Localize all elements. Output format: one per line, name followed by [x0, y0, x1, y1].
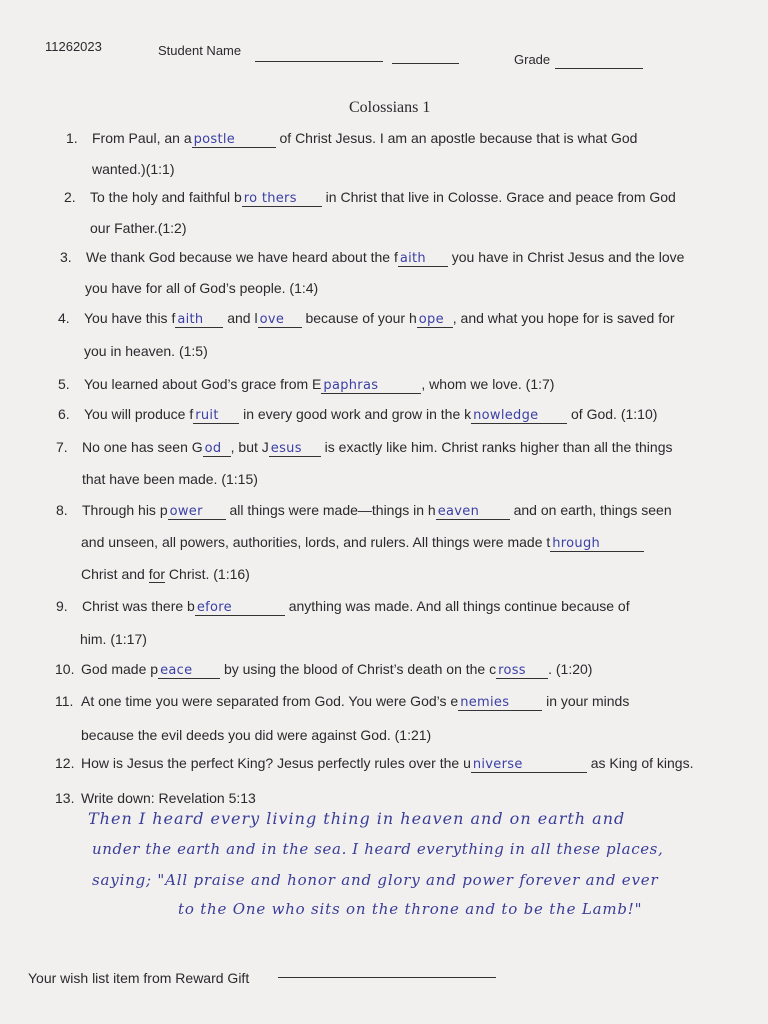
- question-1-cont: wanted.)(1:1): [92, 161, 175, 177]
- wish-list-line[interactable]: [278, 965, 496, 978]
- question-7: 7. No one has seen G od , but J esus is exactly like him. Christ ranks higher than all the things: [56, 439, 673, 456]
- handwritten-line-4: to the One who sits on the throne and to be the Lamb!": [178, 900, 643, 918]
- question-13: 13. Write down: Revelation 5:13: [55, 790, 256, 806]
- answer-blank[interactable]: aith: [398, 252, 448, 267]
- question-7-cont: that have been made. (1:15): [82, 471, 258, 487]
- answer-blank[interactable]: ruit: [193, 409, 239, 424]
- question-8: 8. Through his p ower all things were made—things in h eaven and on earth, things seen: [56, 502, 672, 519]
- answer-blank[interactable]: aith: [175, 313, 223, 328]
- question-8-cont: and unseen, all powers, authorities, lords, and rulers. All things were made t hrough: [81, 533, 644, 552]
- answer-blank[interactable]: ro thers: [242, 192, 322, 207]
- wish-list-label: Your wish list item from Reward Gift: [28, 970, 250, 986]
- handwritten-line-1: Then I heard every living thing in heaven and on earth and: [88, 809, 626, 828]
- question-8-cont2: Christ and for Christ. (1:16): [81, 566, 250, 582]
- answer-blank[interactable]: eace: [158, 664, 220, 679]
- answer-blank[interactable]: nowledge: [471, 409, 567, 424]
- handwritten-line-2: under the earth and in the sea. I heard everything in all these places,: [92, 840, 664, 858]
- answer-blank[interactable]: postle: [192, 133, 276, 148]
- question-11: 11. At one time you were separated from God. You were God’s e nemies in your minds: [55, 693, 630, 710]
- page-title: Colossians 1: [349, 99, 431, 116]
- question-11-cont: because the evil deeds you did were against God. (1:21): [81, 727, 432, 743]
- question-10: 10. God made p eace by using the blood of Christ’s death on the c ross . (1:20): [55, 661, 593, 678]
- answer-blank[interactable]: od: [203, 442, 231, 457]
- question-3: 3. We thank God because we have heard about the f aith you have in Christ Jesus and the love: [60, 249, 685, 266]
- answer-blank[interactable]: nemies: [458, 696, 542, 711]
- answer-blank[interactable]: hrough: [550, 537, 644, 552]
- answer-blank[interactable]: esus: [269, 442, 321, 457]
- question-2-cont: our Father.(1:2): [90, 220, 187, 236]
- answer-blank[interactable]: ope: [417, 313, 453, 328]
- answer-blank[interactable]: ove: [258, 313, 302, 328]
- question-6: 6. You will produce f ruit in every good work and grow in the k nowledge of God. (1:10): [58, 406, 658, 423]
- grade-line[interactable]: [555, 56, 643, 69]
- answer-blank[interactable]: eaven: [436, 505, 510, 520]
- question-12: 12. How is Jesus the perfect King? Jesus perfectly rules over the u niverse as King of kings.: [55, 755, 694, 772]
- grade-label: Grade: [514, 52, 551, 67]
- question-3-cont: you have for all of God’s people. (1:4): [85, 280, 319, 296]
- student-name-line-2[interactable]: [392, 51, 459, 64]
- question-9: 9. Christ was there b efore anything was made. And all things continue because of: [56, 598, 630, 615]
- question-5: 5. You learned about God’s grace from E paphras , whom we love. (1:7): [58, 376, 555, 393]
- student-name-line[interactable]: [255, 49, 383, 62]
- question-4: 4. You have this f aith and l ove because of your h ope , and what you hope for is saved for: [58, 310, 675, 327]
- answer-blank[interactable]: for: [148, 566, 166, 582]
- handwritten-line-3: saying; "All praise and honor and glory and power forever and ever: [92, 871, 659, 889]
- question-2: 2. To the holy and faithful b ro thers in Christ that live in Colosse. Grace and peace from God: [64, 189, 676, 206]
- answer-blank[interactable]: ross: [496, 664, 548, 679]
- answer-blank[interactable]: paphras: [321, 379, 421, 394]
- answer-blank[interactable]: efore: [195, 601, 285, 616]
- student-name-label: Student Name: [158, 43, 242, 58]
- question-9-cont: him. (1:17): [80, 631, 147, 647]
- question-1: 1. From Paul, an a postle of Christ Jesus. I am an apostle because that is what God: [66, 130, 638, 147]
- worksheet-code: 11262023: [45, 39, 102, 54]
- answer-blank[interactable]: niverse: [471, 758, 587, 773]
- answer-blank[interactable]: ower: [168, 505, 226, 520]
- question-4-cont: you in heaven. (1:5): [84, 343, 208, 359]
